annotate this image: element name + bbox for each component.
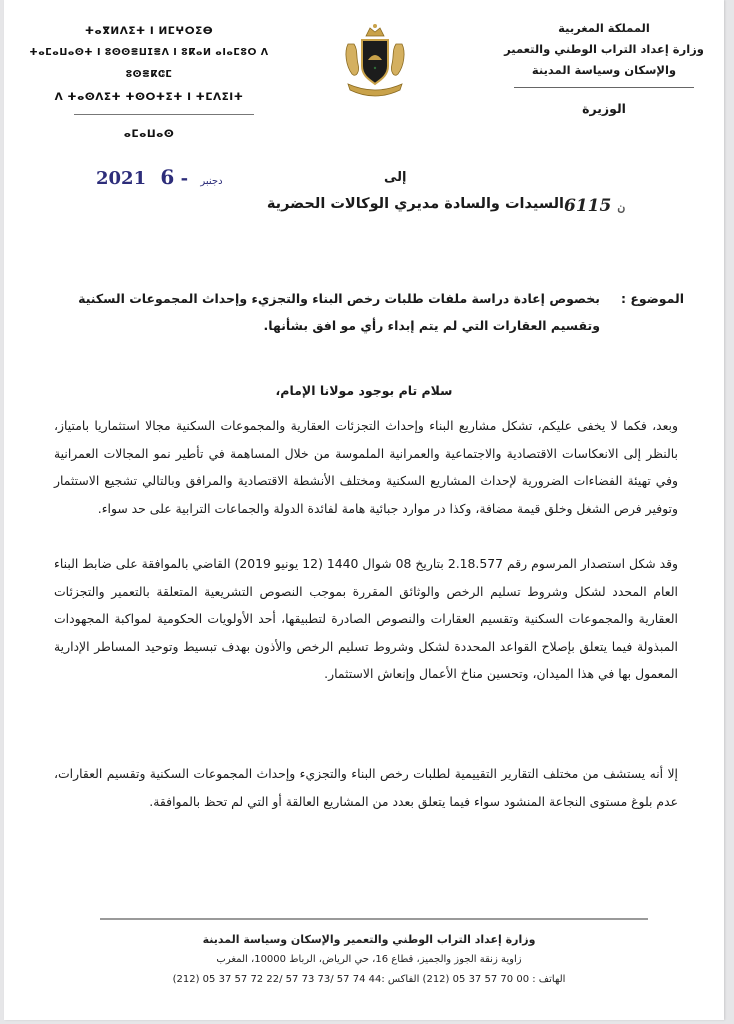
- footer-organization: وزارة إعداد التراب الوطني والتعمير والإسكان وسياسة المدينة: [202, 933, 536, 946]
- greeting: سلام تام بوجود مولانا الإمام،: [275, 383, 453, 398]
- subject-label: الموضوع: [630, 291, 684, 306]
- recipients: السيدات والسادة مديري الوكالات الحضرية: [266, 196, 564, 212]
- tifinagh-letterhead: [14, 20, 284, 145]
- stamp-separator: -: [180, 168, 189, 189]
- body-paragraph-3: إلا أنه يستشف من مختلف التقارير التقييمية لطلبات رخص البناء والتجزيء وإحداث المجموعات السكنية وتقسيم العقارات، عدم بلوغ مستوى النجاعة المنشود سواء فيما يتعلق بعدد من المشاريع العالقة أو التي لم تحظ بالموافقة.: [54, 766, 678, 809]
- ministry-name-arabic-line2: والإسكان وسياسة المدينة: [531, 63, 677, 77]
- reference-mark: ن: [617, 201, 626, 214]
- header-divider: [74, 114, 254, 115]
- to-label: إلى: [384, 170, 407, 185]
- stamp-year: 2021: [96, 168, 147, 189]
- reference-number: [564, 196, 635, 216]
- ministry-name-arabic-line1: وزارة إعداد التراب الوطني والتعمير: [504, 42, 704, 56]
- letter-page: [4, 0, 724, 1020]
- kingdom-name-tifinagh: ⵜⴰⴳⵍⴷⵉⵜ ⵏ ⵍⵎⵖⵔⵉⴱ: [84, 25, 214, 37]
- reference-number-value: 6115: [564, 196, 612, 216]
- subject-block: [74, 285, 684, 339]
- body-paragraph-2: وقد شكل استصدار المرسوم رقم 2.18.577 بتاريخ 08 شوال 1440 (12 يونيو 2019) القاضي بالموافقة على ضابط البناء العام المحدد لشكل وشروط تسليم الرخص والوثائق المقررة بموجب النصوص التشريعية المتعلقة بالتعمير والتجزئات العقارية والمجموعات السكنية وتقسيم العقارات والنصوص الصادرة لتطبيقها، أحد الأولويات الحكومية لمواكبة المجهودات المبذولة فيما يتعلق بإصلاح القواعد المحددة لشكل وشروط تسليم الرخص والأذون بهدف تبسيط وتوحيد المساطر الإدارية المعمول بها في هذا الميدان، وتحسين مناخ الأعمال وإنعاش الاستثمار.: [54, 556, 679, 681]
- office-title-arabic: الوزيرة: [582, 101, 626, 116]
- body-paragraph-1: وبعد، فكما لا يخفى عليكم، تشكل مشاريع البناء وإحداث التجزئات العقارية والمجموعات السكنية مجالا استثماريا بامتياز، بالنظر إلى الانعكاسات الاقتصادية والاجتماعية والعمرانية الملموسة من خلال المساهمة في تأطير نمو المجالات العمرانية وفي تهيئة الفضاءات الضرورية لإحداث المشاريع السكنية ومختلف الأنشطة الاقتصادية والمرافق وبالتالي تشجيع الاستثمار وتوفير فرص الشغل وخلق قيمة مضافة، وكذا در موارد جبائية هامة لفائدة الدولة والجماعات الترابية على حد سواء.: [54, 418, 678, 516]
- date-stamp: [96, 165, 229, 189]
- footer-contacts: الهاتف : 00 70 57 37 05 (212) الفاكس :44 74 57 /73 73 57 /22 72 57 37 05 (212): [172, 974, 566, 985]
- arabic-letterhead: [504, 18, 704, 119]
- ministry-name-tifinagh-line1: ⵜⴰⵎⴰⵡⴰⵙⵜ ⵏ ⵓⵙⵙⴻⵡⵊⴻⴷ ⵏ ⵓⴽⴰⵍ ⴰⵏⴰⵎⵓⵔ ⴷ ⵓⵙⴻⴽⵛⵎ: [29, 47, 269, 80]
- stamp-month: دجنبر: [200, 176, 223, 187]
- ministry-name-tifinagh-line2: ⴷ ⵜⴰⵙⴷⵉⵜ ⵜⵙⵔⵜⵉⵜ ⵏ ⵜⵎⴷⵉⵏⵜ: [54, 91, 244, 103]
- stamp-day: 6: [160, 165, 175, 189]
- footer: [139, 930, 599, 990]
- office-title-tifinagh: ⴰⵎⴰⵡⴰⵙ: [123, 128, 175, 140]
- subject-text: بخصوص إعادة دراسة ملفات طلبات رخص البناء والتجزيء وإحداث المجموعات السكنية وتقسيم العقارات التي لم يتم إبداء رأي مو افق بشأنها.: [78, 291, 600, 333]
- header-divider: [514, 87, 694, 88]
- subject-colon: :: [621, 291, 626, 306]
- kingdom-name-arabic: المملكة المغربية: [558, 21, 650, 35]
- footer-address: زاوية زنقة الجوز والجميز، قطاع 16، حي الرياض، الرباط 10000، المغرب: [216, 954, 522, 965]
- coat-of-arms-icon: [340, 22, 410, 100]
- footer-divider: [100, 918, 648, 920]
